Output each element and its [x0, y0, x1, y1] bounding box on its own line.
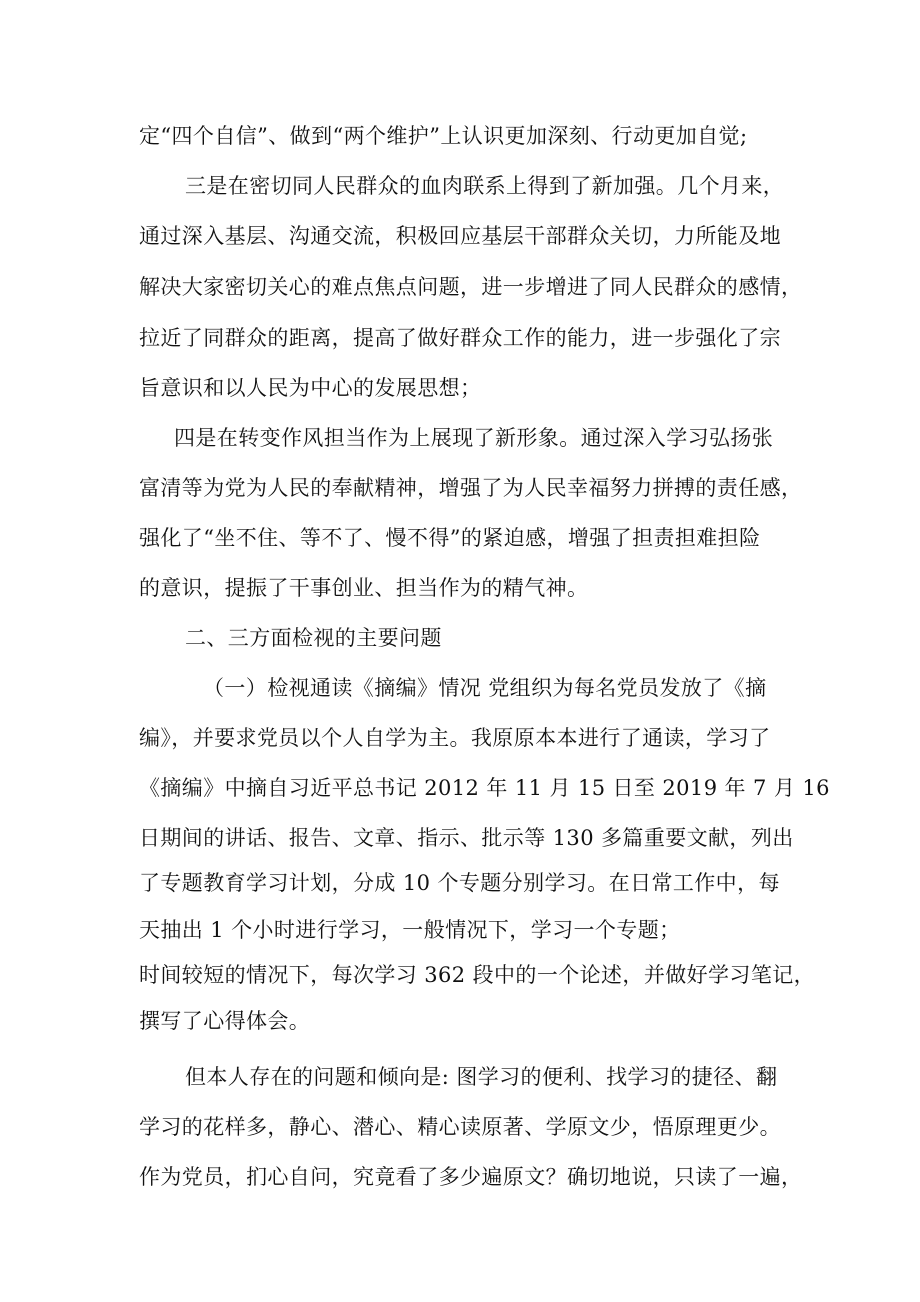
section-heading: 二、三方面检视的主要问题: [185, 626, 442, 650]
text-line: 通过深入基层、沟通交流，积极回应基层干部群众关切，力所能及地: [139, 224, 781, 248]
text-line: 的意识，提振了干事创业、担当作为的精气神。: [139, 576, 589, 600]
text-line: 编》，并要求党员以个人自学为主。我原原本本进行了通读，学习了: [139, 726, 771, 750]
text-line: 拉近了同群众的距离，提高了做好群众工作的能力，进一步强化了宗: [139, 326, 781, 350]
text-line: 时间较短的情况下，每次学习 362 段中的一个论述，并做好学习笔记，: [139, 963, 816, 987]
text-line: 强化了“坐不住、等不了、慢不得”的紧迫感，增强了担责担难担险: [139, 526, 761, 550]
text-line: 学习的花样多，静心、潜心、精心读原著、学原文少，悟原理更少。: [139, 1115, 781, 1139]
text-line: 作为党员，扪心自问，究竟看了多少遍原文？确切地说，只读了一遍，: [139, 1165, 803, 1189]
text-line: 天抽出 1 个小时进行学习，一般情况下，学习一个专题；: [139, 918, 681, 942]
text-line: 定“四个自信”、做到“两个维护”上认识更加深刻、行动更加自觉;: [139, 124, 748, 148]
text-line: 解决大家密切关心的难点焦点问题，进一步增进了同人民群众的感情，: [139, 275, 803, 299]
text-line: 了专题教育学习计划，分成 10 个专题分别学习。在日常工作中，每: [139, 871, 780, 895]
text-line: 日期间的讲话、报告、文章、指示、批示等 130 多篇重要文献，列出: [139, 826, 794, 850]
text-line: 三是在密切同人民群众的血肉联系上得到了新加强。几个月来，: [185, 174, 785, 198]
text-line: 旨意识和以人民为中心的发展思想；: [139, 376, 482, 400]
text-line: 《摘编》中摘自习近平总书记 2012 年 11 月 15 日至 2019 年 7 月 16: [139, 776, 830, 800]
text-line: 撰写了心得体会。: [139, 1009, 311, 1033]
text-line: 四是在转变作风担当作为上展现了新形象。通过深入学习弘扬张: [174, 426, 774, 450]
text-line: （一）检视通读《摘编》情况 党组织为每名党员发放了《摘: [203, 676, 767, 700]
text-line: 富清等为党为人民的奉献精神，增强了为人民幸福努力拼搏的责任感，: [139, 476, 803, 500]
text-line: 但本人存在的问题和倾向是: 图学习的便利、找学习的捷径、翻: [185, 1065, 778, 1089]
